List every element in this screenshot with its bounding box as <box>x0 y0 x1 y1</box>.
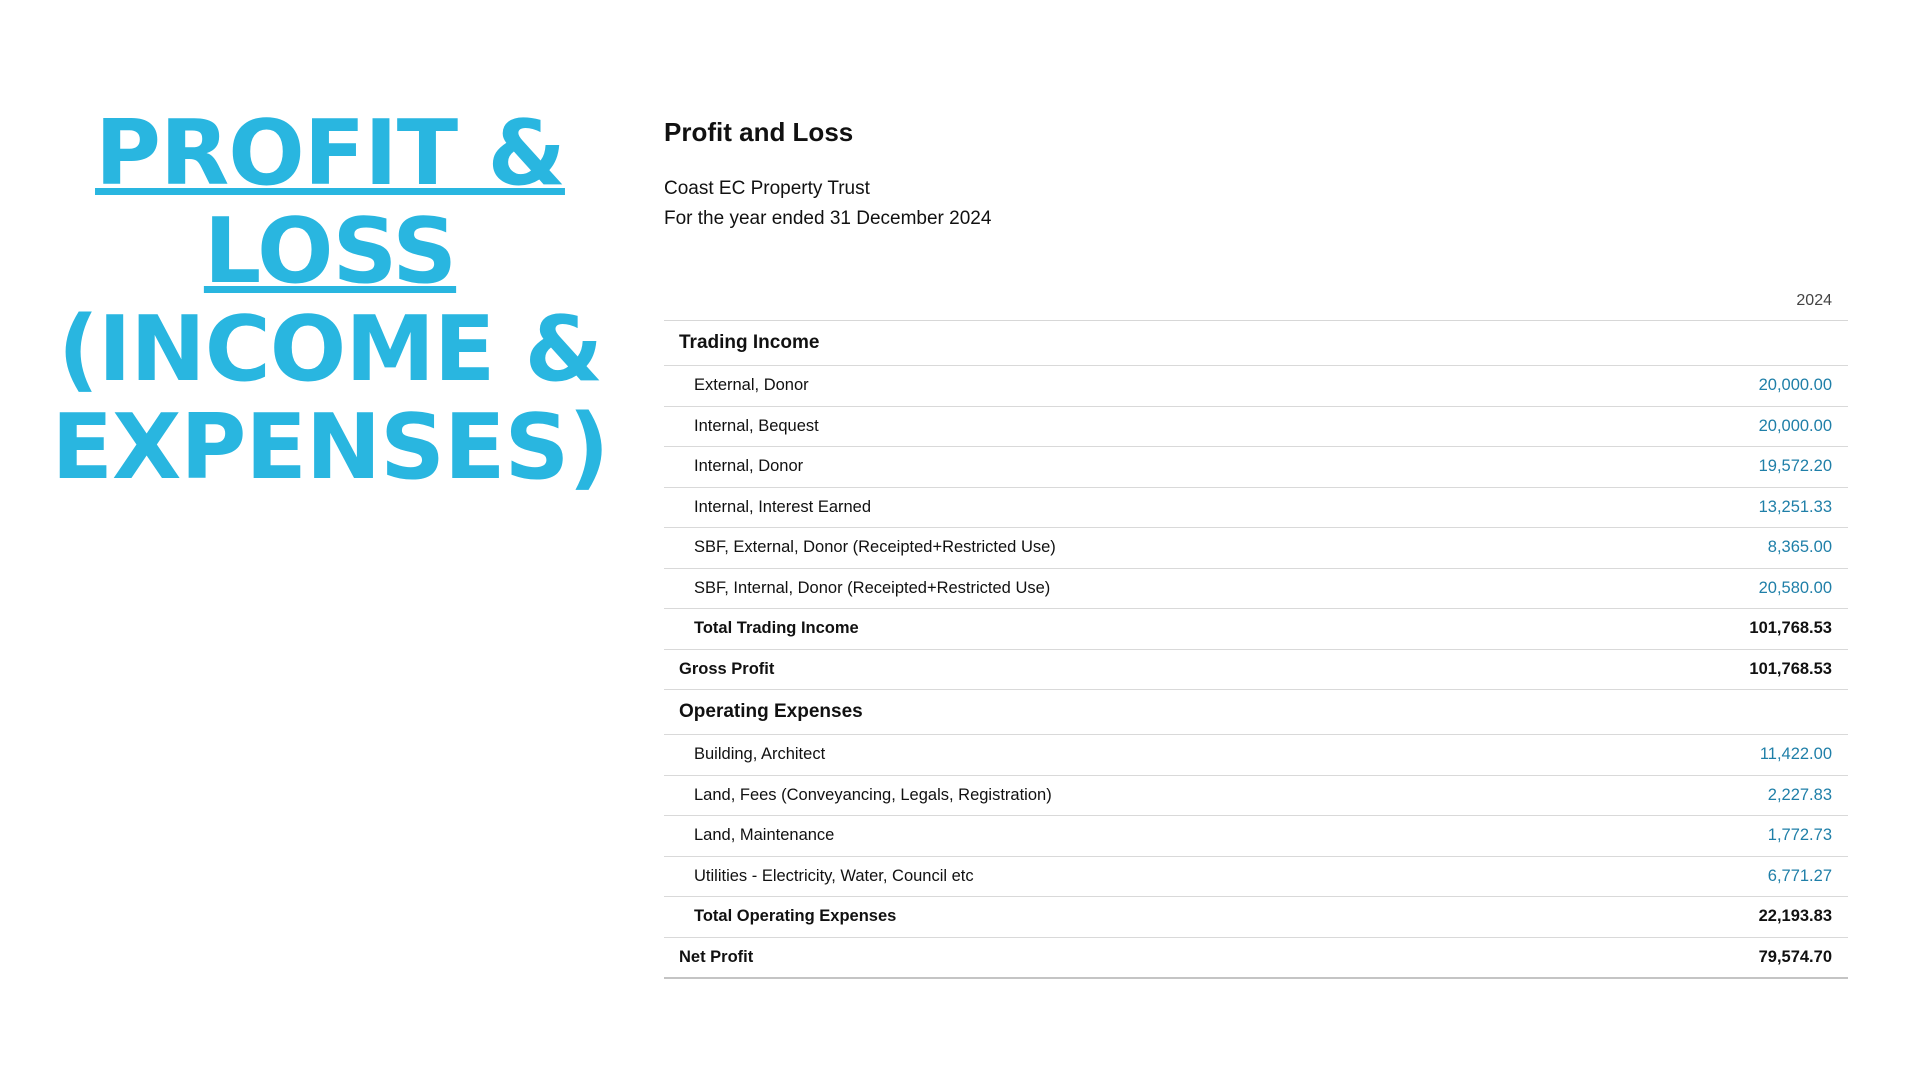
row-label: Internal, Bequest <box>694 416 819 435</box>
table-row <box>664 407 1848 448</box>
row-value-link[interactable]: 11,422.00 <box>1759 745 1832 764</box>
row-value-link[interactable]: 6,771.27 <box>1767 866 1832 885</box>
section-heading-operating-expenses <box>664 690 1848 735</box>
total-value: 101,768.53 <box>1749 619 1832 638</box>
table-row <box>664 447 1848 488</box>
total-value: 22,193.83 <box>1758 907 1832 926</box>
row-value-link[interactable]: 19,572.20 <box>1758 457 1832 476</box>
row-label: Internal, Donor <box>694 457 804 476</box>
section-heading-label: Trading Income <box>679 332 820 353</box>
row-value-link[interactable]: 2,227.83 <box>1767 785 1832 804</box>
table-row <box>664 366 1848 407</box>
table-row <box>664 816 1848 857</box>
row-value-link[interactable]: 20,000.00 <box>1758 376 1832 395</box>
slide-title <box>40 101 620 500</box>
gross-profit-row <box>664 650 1848 691</box>
table-row <box>664 528 1848 569</box>
net-profit-row <box>664 938 1848 980</box>
row-label: Internal, Interest Earned <box>694 497 872 516</box>
net-profit-value: 79,574.70 <box>1758 947 1832 966</box>
row-value-link[interactable]: 1,772.73 <box>1767 826 1832 845</box>
total-label: Total Trading Income <box>694 619 859 638</box>
row-label: External, Donor <box>694 376 809 395</box>
section-heading-label: Operating Expenses <box>679 701 863 722</box>
row-value-link[interactable]: 8,365.00 <box>1767 538 1832 557</box>
slide-title-line-2: LOSS <box>203 199 457 304</box>
row-label: SBF, External, Donor (Receipted+Restricted Use) <box>694 538 1056 557</box>
table-row <box>664 569 1848 610</box>
total-row-trading-income <box>664 609 1848 650</box>
report-title: Profit and Loss <box>664 117 854 147</box>
row-label: Utilities - Electricity, Water, Council etc <box>694 866 974 885</box>
table-row <box>664 488 1848 529</box>
gross-profit-label: Gross Profit <box>679 659 775 678</box>
gross-profit-value: 101,768.53 <box>1749 659 1832 678</box>
table-row <box>664 776 1848 817</box>
net-profit-label: Net Profit <box>679 947 754 966</box>
row-label: Land, Maintenance <box>694 826 835 845</box>
column-header-year: 2024 <box>664 286 1848 321</box>
total-label: Total Operating Expenses <box>694 907 897 926</box>
row-value-link[interactable]: 13,251.33 <box>1758 497 1832 516</box>
report-period: For the year ended 31 December 2024 <box>664 208 992 229</box>
row-label: Land, Fees (Conveyancing, Legals, Registration) <box>694 785 1052 804</box>
row-label: SBF, Internal, Donor (Receipted+Restricted Use) <box>694 578 1051 597</box>
slide-title-line-3: (INCOME & <box>57 297 603 402</box>
section-heading-trading-income <box>664 321 1848 366</box>
profit-and-loss-report <box>664 110 1848 979</box>
row-value-link[interactable]: 20,580.00 <box>1758 578 1832 597</box>
row-label: Building, Architect <box>694 745 826 764</box>
row-value-link[interactable]: 20,000.00 <box>1758 416 1832 435</box>
report-organization: Coast EC Property Trust <box>664 178 870 199</box>
slide-title-line-1: PROFIT & <box>95 101 565 206</box>
total-row-operating-expenses <box>664 897 1848 938</box>
table-row <box>664 857 1848 898</box>
slide-title-line-4: EXPENSES) <box>51 395 609 500</box>
table-row <box>664 735 1848 776</box>
